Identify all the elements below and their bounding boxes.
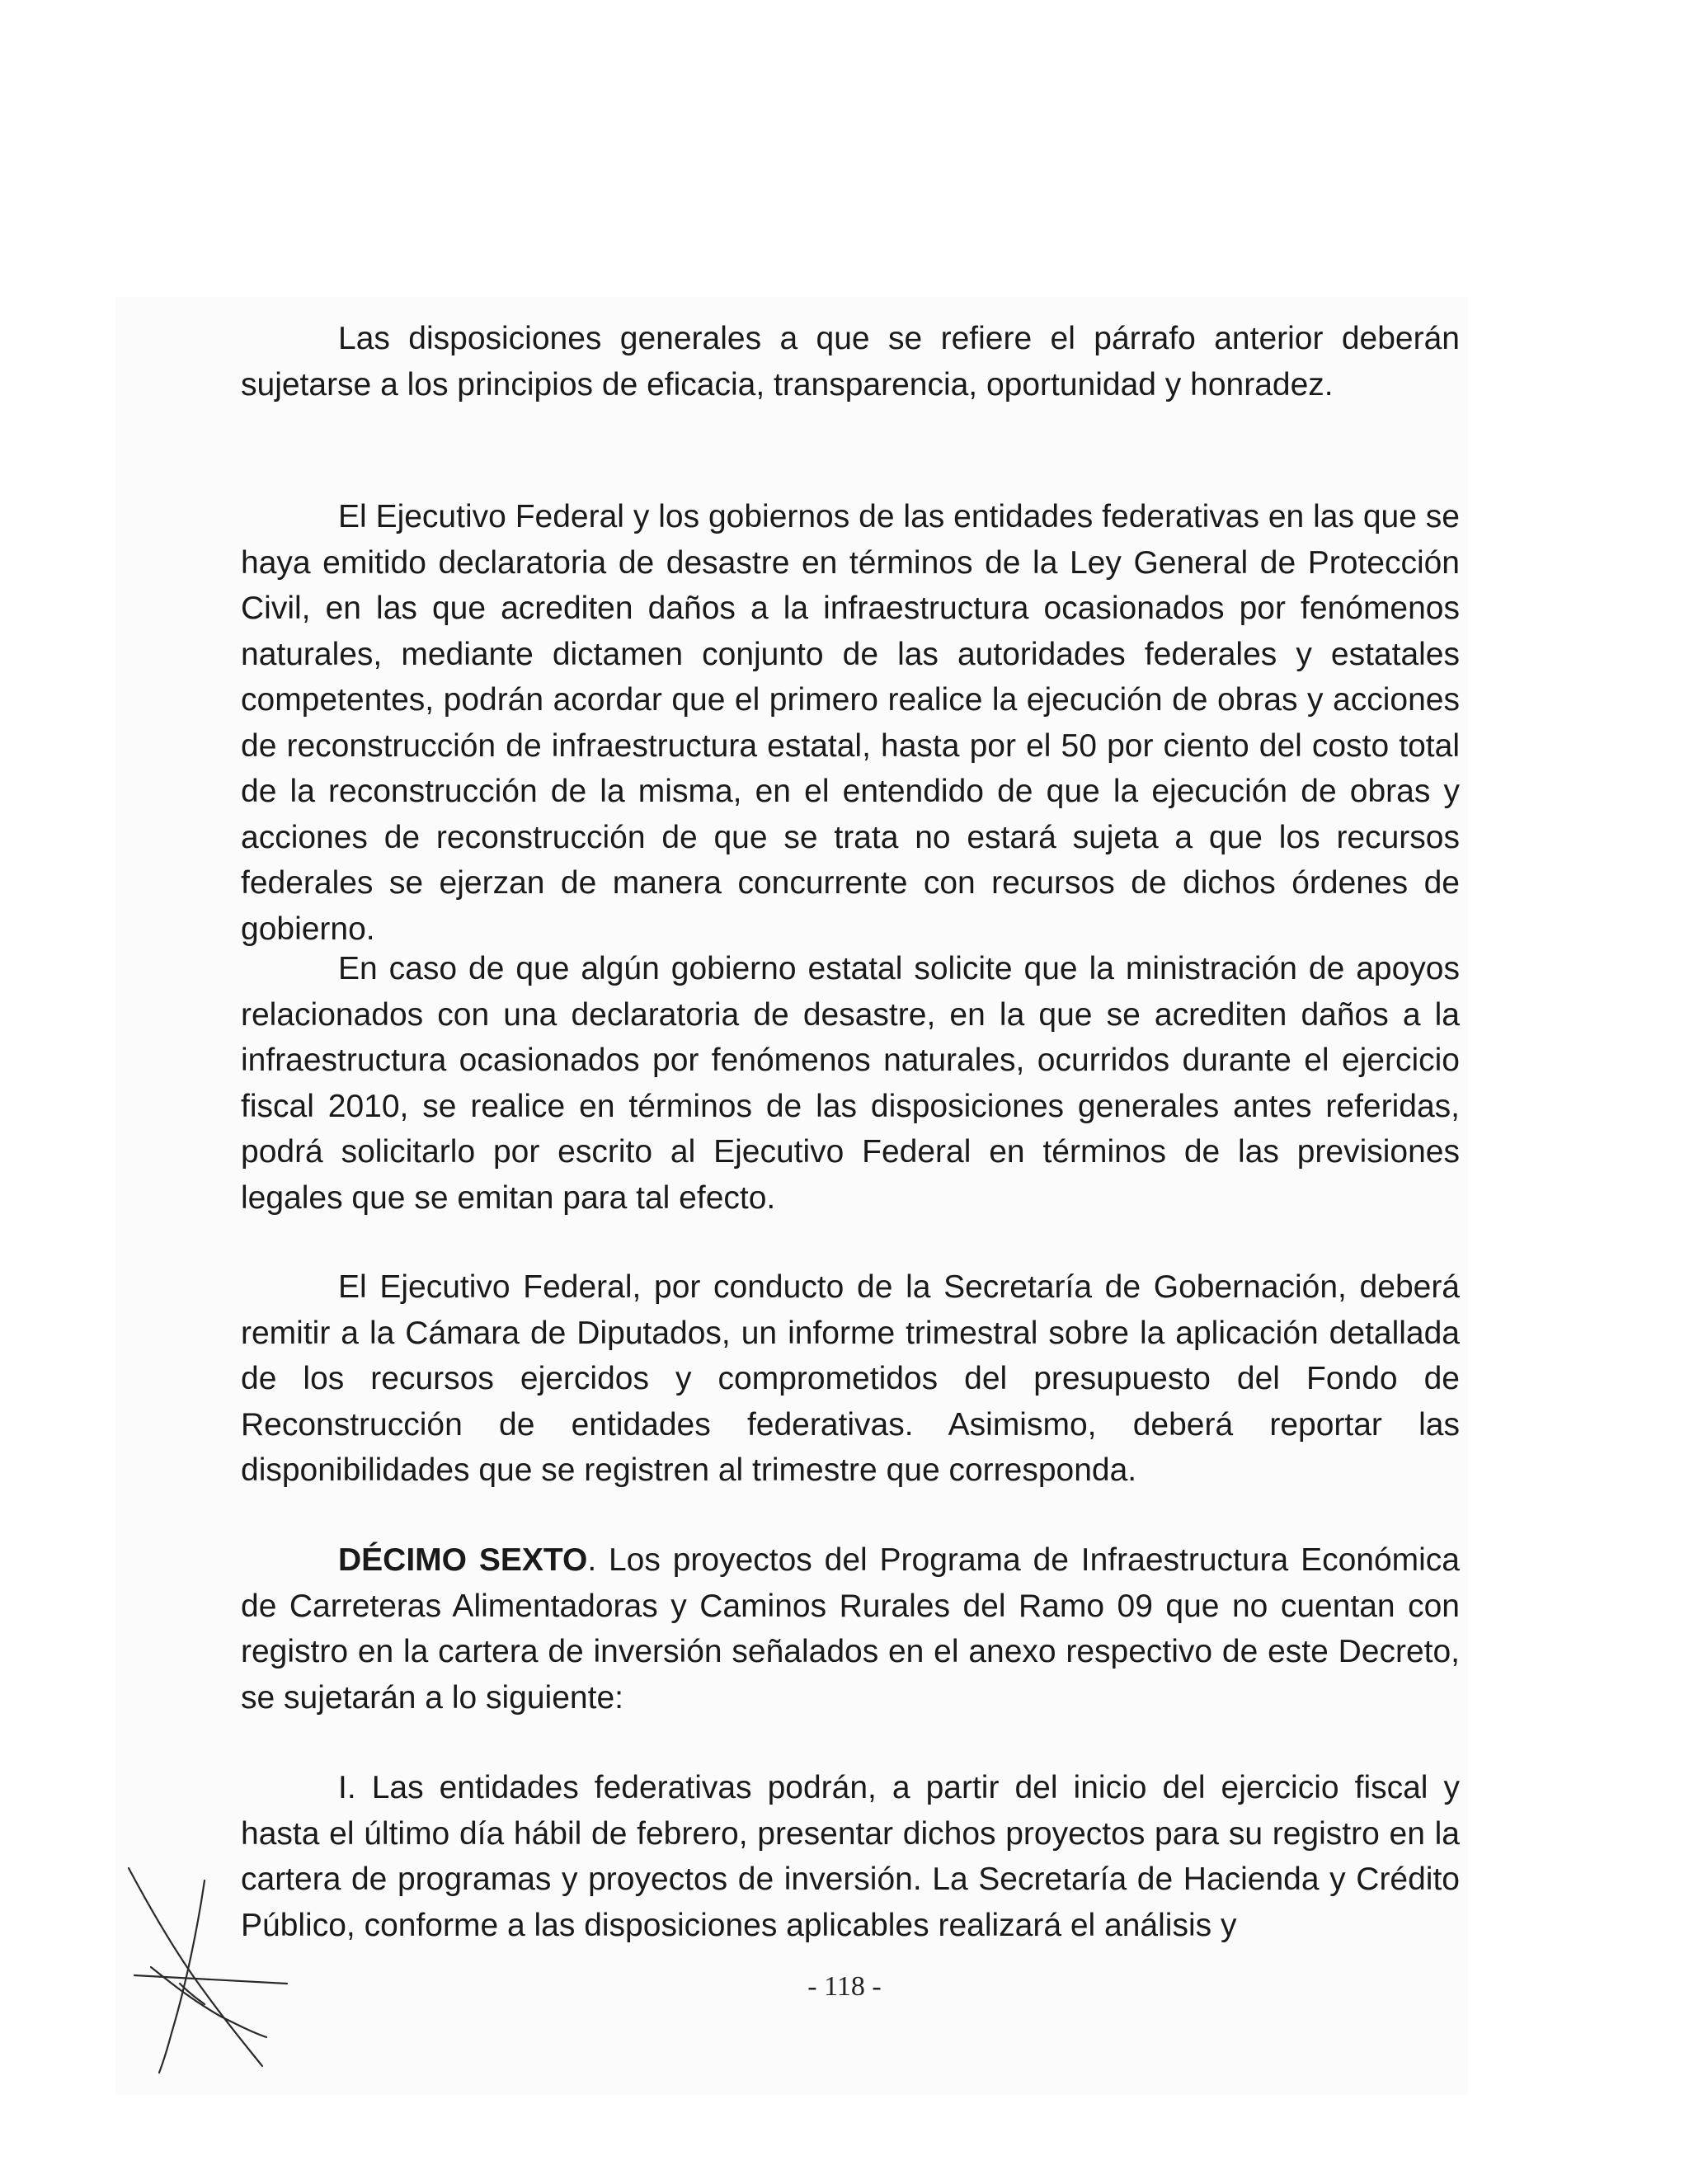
article-text: . Los proyectos del Programa de Infraestructura Económica de Carreteras Alimentadoras y Caminos Rurales del Ramo 09 que no cuentan con registro en la cartera de inversión señalados en el anexo respectivo de este Decreto, se sujetarán a lo siguiente: — [241, 1542, 1460, 1716]
paragraph-federal-executive-reconstruction: El Ejecutivo Federal y los gobiernos de las entidades federativas en las que se haya emitido declaratoria de desastre en términos de la Ley General de Protección Civil, en las que acrediten daños a la infraestructura ocasionados por fenómenos naturales, mediante dictamen conjunto de las autoridades federales y estatales competentes, podrán acordar que el primero realice la ejecución de obras y acciones de reconstrucción de infraestructura estatal, hasta por el 50 por ciento del costo total de la reconstrucción de la misma, en el entendido de que la ejecución de obras y acciones de reconstrucción de que se trata no estará sujeta a que los recursos federales se ejerzan de manera concurrente con recursos de dichos órdenes de gobierno. — [241, 499, 1460, 947]
paragraph-state-government-request: En caso de que algún gobierno estatal solicite que la ministración de apoyos relacionados con una declaratoria de desastre, en la que se acrediten daños a la infraestructura ocasionados por fenómenos naturales, ocurridos durante el ejercicio fiscal 2010, se realice en términos de las disposiciones generales antes referidas, podrá solicitarlo por escrito al Ejecutivo Federal en términos de las previsiones legales que se emitan para tal efecto. — [241, 951, 1460, 1216]
article-heading: DÉCIMO SEXTO — [338, 1542, 588, 1578]
article-decimo-sexto — [241, 1537, 1460, 1720]
paragraph-general-provisions: Las disposiciones generales a que se refiere el párrafo anterior deberán sujetarse a los principios de eficacia, transparencia, oportunidad y honradez. — [241, 321, 1460, 402]
handwritten-signature — [122, 1860, 295, 2074]
page-number: - 118 - — [807, 1971, 882, 2002]
paragraph-quarterly-report: El Ejecutivo Federal, por conducto de la Secretaría de Gobernación, deberá remitir a la Cámara de Diputados, un informe trimestral sobre la aplicación detallada de los recursos ejercidos y comprometidos del presupuesto del Fondo de Reconstrucción de entidades federativas. Asimismo, deberá reportar las disponibilidades que se registren al trimestre que corresponda. — [241, 1269, 1460, 1488]
item-roman-one: I. Las entidades federativas podrán, a partir del inicio del ejercicio fiscal y hasta el último día hábil de febrero, presentar dichos proyectos para su registro en la cartera de programas y proyectos de inversión. La Secretaría de Hacienda y Crédito Público, conforme a las disposiciones aplicables realizará el análisis y — [241, 1770, 1460, 1943]
